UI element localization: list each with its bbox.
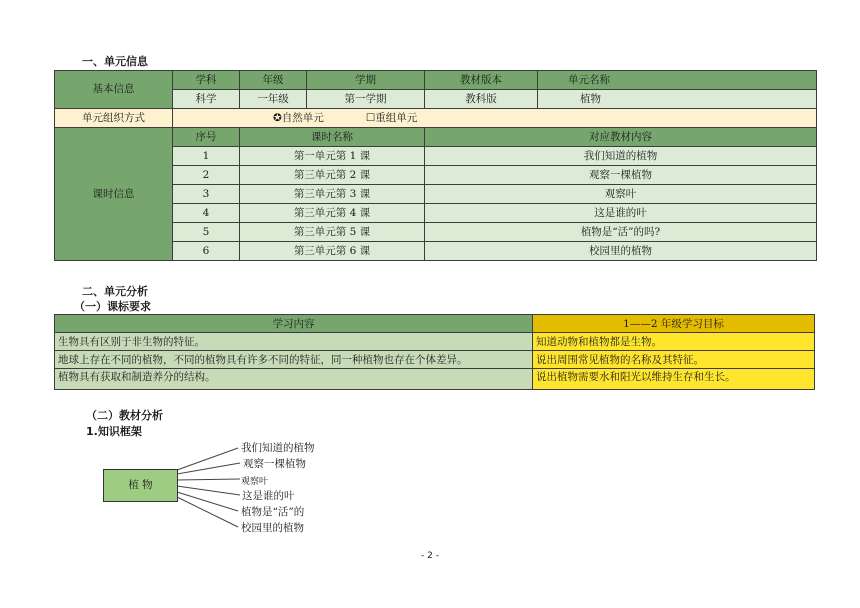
header-edition: 教材版本 (425, 71, 538, 90)
lesson-name: 第三单元第 4 课 (240, 204, 425, 223)
basic-info-label: 基本信息 (55, 71, 173, 109)
lesson-name: 第三单元第 6 课 (240, 242, 425, 261)
lesson-content: 观察叶 (425, 185, 817, 204)
framework-branch: 植物是“活”的 (241, 506, 305, 518)
lesson-name: 第三单元第 2 课 (240, 166, 425, 185)
section-title-unit-analysis: 二、单元分析 (82, 285, 148, 298)
learning-goal: 说出植物需要水和阳光以维持生存和生长。 (533, 369, 815, 390)
lesson-name: 第一单元第 1 课 (240, 147, 425, 166)
lesson-header-content: 对应教材内容 (425, 128, 817, 147)
value-unit-name: 植物 (538, 90, 817, 109)
org-method-label: 单元组织方式 (55, 109, 173, 128)
learning-goal: 说出周围常见植物的名称及其特征。 (533, 351, 815, 369)
value-grade: 一年级 (240, 90, 307, 109)
lesson-no: 1 (173, 147, 240, 166)
page-number: - 2 - (421, 551, 439, 561)
header-subject: 学科 (173, 71, 240, 90)
learning-content: 生物具有区别于非生物的特征。 (55, 333, 533, 351)
lesson-no: 4 (173, 204, 240, 223)
lesson-no: 2 (173, 166, 240, 185)
learning-content: 植物具有获取和制造养分的结构。 (55, 369, 533, 390)
framework-branch: 我们知道的植物 (241, 442, 315, 454)
subsection-curriculum-standards: （一）课标要求 (74, 300, 151, 313)
lesson-info-label: 课时信息 (55, 128, 173, 261)
framework-branch: 校园里的植物 (241, 522, 304, 534)
lesson-content: 观察一棵植物 (425, 166, 817, 185)
learning-goal: 知道动物和植物都是生物。 (533, 333, 815, 351)
regroup-unit-option[interactable]: ☐重组单元 (365, 111, 418, 124)
section-title-unit-info: 一、单元信息 (82, 55, 148, 68)
lesson-no: 5 (173, 223, 240, 242)
framework-branch: 这是谁的叶 (242, 490, 295, 502)
natural-unit-option[interactable]: ✪自然单元 (273, 111, 324, 124)
lesson-no: 3 (173, 185, 240, 204)
framework-root-box: 植 物 (103, 469, 178, 502)
lesson-name: 第三单元第 3 课 (240, 185, 425, 204)
lesson-no: 6 (173, 242, 240, 261)
header-learning-goal: 1——2 年级学习目标 (533, 315, 815, 333)
value-subject: 科学 (173, 90, 240, 109)
framework-branch: 观察叶 (241, 477, 269, 487)
framework-branch: 观察一棵植物 (243, 458, 306, 470)
value-term: 第一学期 (307, 90, 425, 109)
lesson-content: 校园里的植物 (425, 242, 817, 261)
lesson-content: 植物是“活”的吗? (425, 223, 817, 242)
lesson-header-name: 课时名称 (240, 128, 425, 147)
header-grade: 年级 (240, 71, 307, 90)
lesson-header-no: 序号 (173, 128, 240, 147)
lesson-name: 第三单元第 5 课 (240, 223, 425, 242)
subsection-textbook-analysis: （二）教材分析 (86, 409, 163, 422)
header-term: 学期 (307, 71, 425, 90)
subsection-knowledge-framework: 1.知识框架 (86, 425, 142, 438)
lesson-content: 这是谁的叶 (425, 204, 817, 223)
header-unit-name: 单元名称 (538, 71, 817, 90)
learning-content: 地球上存在不同的植物，不同的植物具有许多不同的特征，同一种植物也存在个体差异。 (55, 351, 533, 369)
header-learning-content: 学习内容 (55, 315, 533, 333)
lesson-content: 我们知道的植物 (425, 147, 817, 166)
value-edition: 教科版 (425, 90, 538, 109)
